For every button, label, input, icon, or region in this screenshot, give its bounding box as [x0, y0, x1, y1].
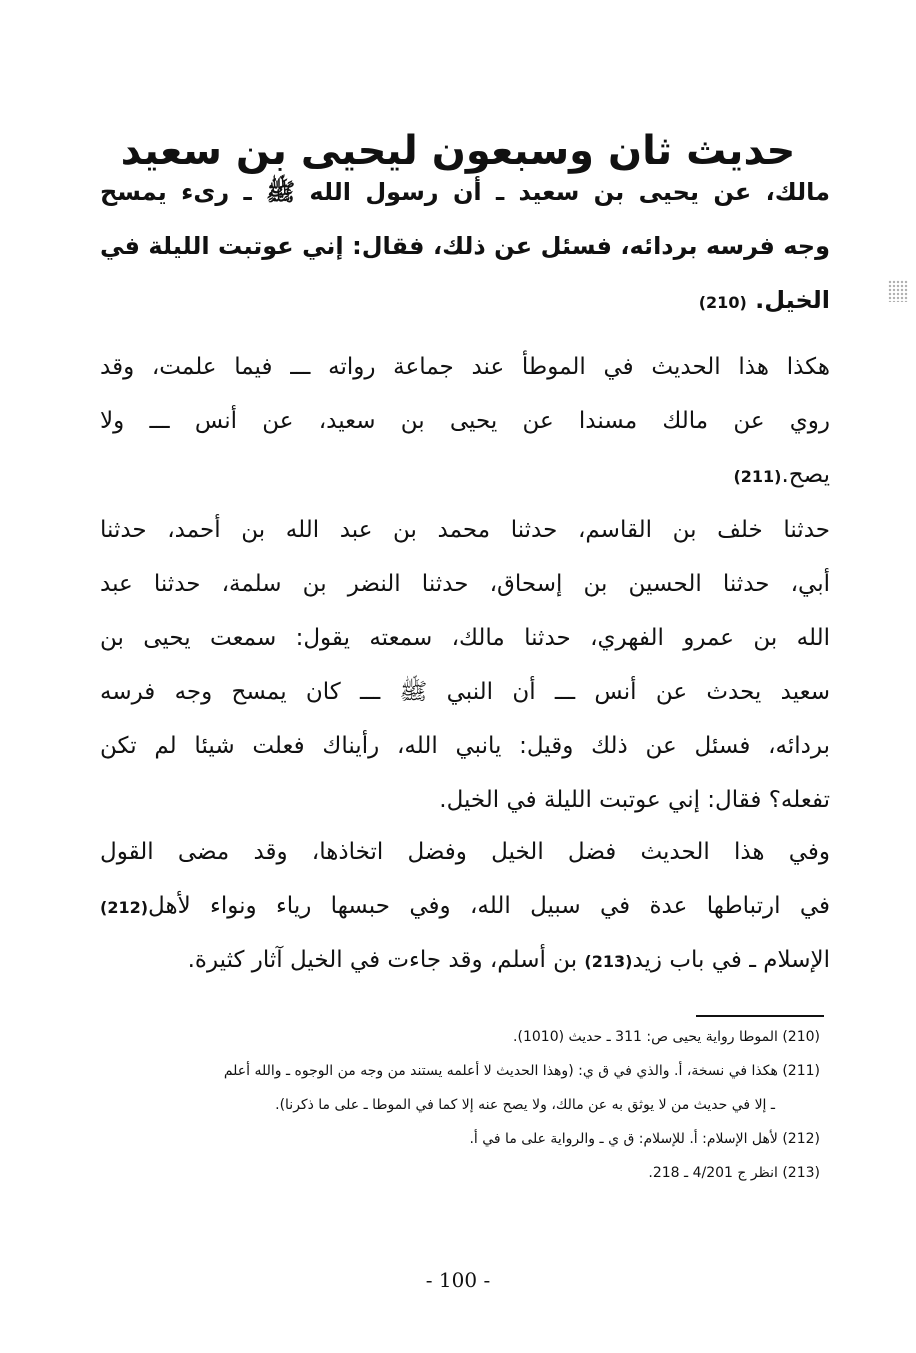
text-line: تفعله؟ فقال: إني عوتبت الليلة في الخيل. [439, 787, 830, 813]
footnote-211-continued: ـ إلا في حديث من لا يوثق به عن مالك، ولا يصح عنه إلا كما في الموطا ـ على ما ذكرنا). [275, 1097, 775, 1113]
footnote-ref-212[interactable]: (212) [100, 898, 149, 917]
text-line: الله بن عمرو الفهري، حدثنا مالك، سمعته يقول: سمعت يحيى بن [100, 625, 830, 651]
text-line: مالك، عن يحيى بن سعيد ـ أن رسول الله ﷺ ـ رىء يمسح [100, 178, 830, 206]
paragraph-1 [100, 165, 830, 327]
footnote-211: (211) هكذا في نسخة، أ. والذي في ق ي: (وهذا الحديث لا أعلمه يستند من وجه من الوجوه ـ والله أعلم [223, 1063, 820, 1079]
footnote-divider [696, 1015, 824, 1017]
text-line: حدثنا خلف بن القاسم، حدثنا محمد بن عبد الله بن أحمد، حدثنا [100, 517, 830, 543]
text-line-with-ref [100, 273, 830, 327]
paragraph-2 [100, 340, 830, 502]
text-line: الإسلام ـ في باب زيد [632, 947, 830, 973]
text-line: يصح. [781, 462, 830, 488]
text-line: وجه فرسه بردائه، فسئل عن ذلك، فقال: إني عوتبت الليلة في [100, 232, 830, 260]
footnote-212: (212) لأهل الإسلام: أ. للإسلام: ق ي ـ والرواية على ما في أ. [469, 1131, 820, 1147]
text-line: أبي، حدثنا الحسين بن إسحاق، حدثنا النضر بن سلمة، حدثنا عبد [100, 571, 830, 597]
footnote-213: (213) انظر ج 4/201 ـ 218. [648, 1165, 820, 1181]
text-line-with-ref [100, 879, 830, 933]
footnote-ref-213[interactable]: (213) [584, 952, 633, 971]
text-line-with-ref [100, 933, 830, 987]
footnote-ref-211[interactable]: (211) [733, 467, 782, 486]
page-title: حديث ثان وسبعون ليحيى بن سعيد [120, 127, 796, 174]
text-line: سعيد يحدث عن أنس ـــ أن النبي ﷺ ـــ كان يمسح وجه فرسه [100, 679, 830, 705]
footnote-210: (210) الموطا رواية يحيى ص: 311 ـ حديث (1010). [513, 1029, 820, 1045]
paragraph-4 [100, 825, 830, 987]
text-line: وفي هذا الحديث فضل الخيل وفضل اتخاذها، وقد مضى القول [100, 839, 830, 865]
text-line: الخيل. [755, 286, 830, 314]
page-number: - 100 - [425, 1268, 491, 1292]
footnotes [100, 1020, 820, 1190]
scan-artifact [888, 280, 908, 302]
text-line: بردائه، فسئل عن ذلك وقيل: يانبي الله، رأيناك فعلت شيئا لم تكن [100, 733, 830, 759]
text-line: هكذا هذا الحديث في الموطأ عند جماعة رواته ـــ فيما علمت، وقد [100, 354, 830, 380]
paragraph-3 [100, 503, 830, 827]
text-line: بن أسلم، وقد جاءت في الخيل آثار كثيرة. [187, 947, 578, 973]
footnote-ref-210[interactable]: (210) [698, 293, 747, 312]
text-line: روي عن مالك مسندا عن يحيى بن سعيد، عن أنس ـــ ولا [100, 408, 830, 434]
text-line-with-ref [100, 448, 830, 502]
text-line: في ارتباطها عدة في سبيل الله، وفي حبسها رياء ونواء لأهل [148, 893, 830, 919]
